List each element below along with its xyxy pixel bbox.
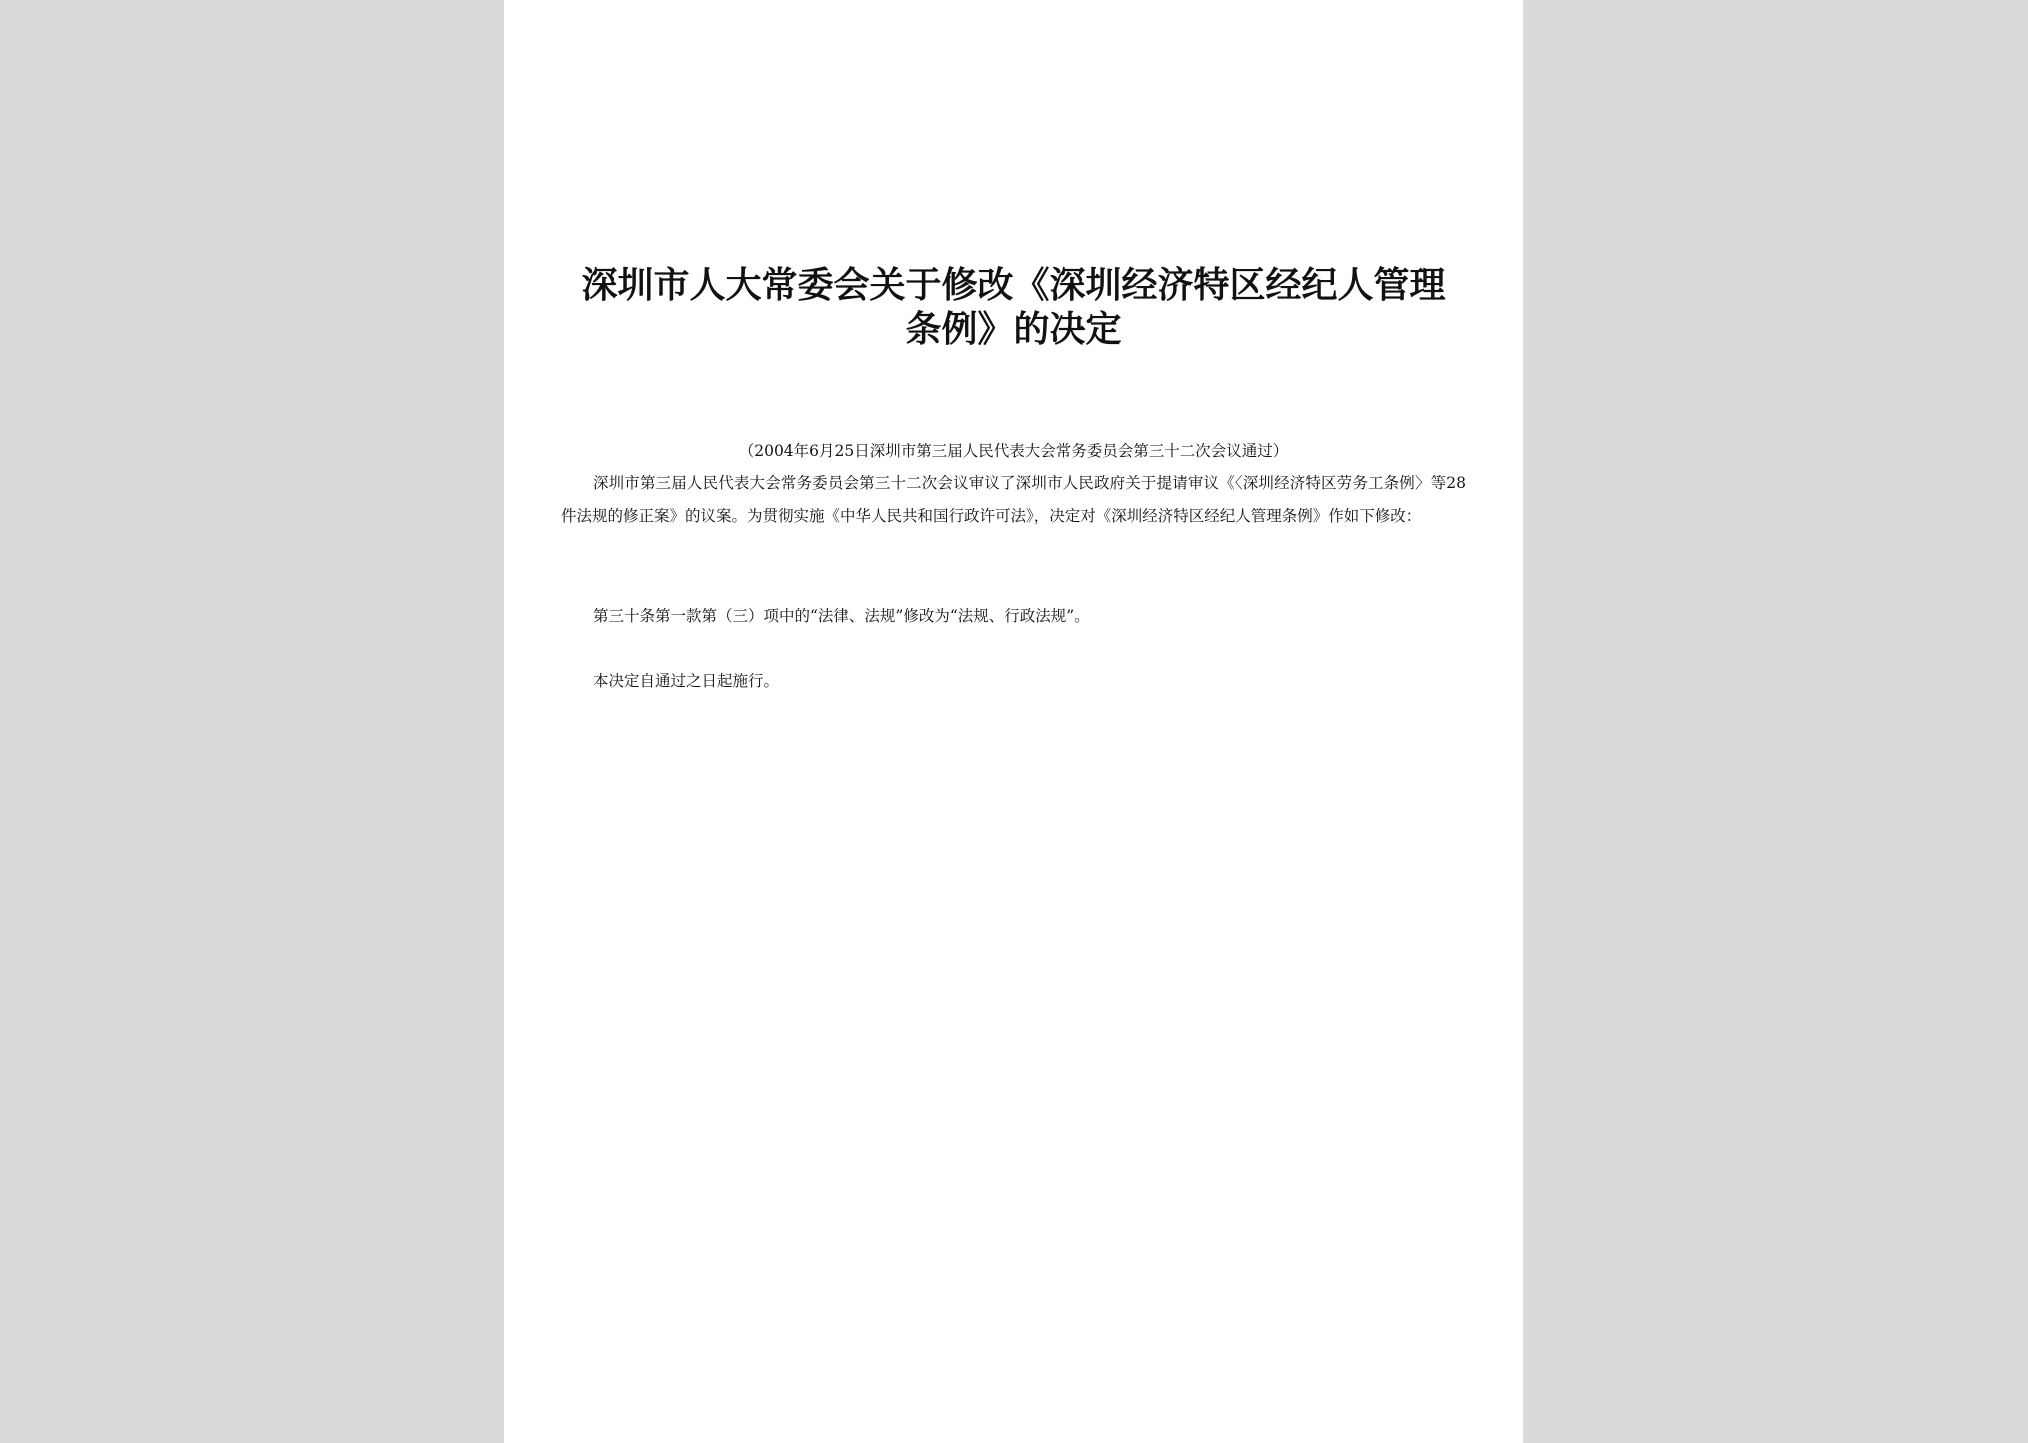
document-subtitle: （2004年6月25日深圳市第三届人民代表大会常务委员会第三十二次会议通过） — [738, 442, 1289, 460]
document-title — [504, 263, 1523, 351]
paragraph-effective: 本决定自通过之日起施行。 — [593, 672, 780, 690]
paragraph-amendment: 第三十条第一款第（三）项中的“法律、法规”修改为“法规、行政法规”。 — [593, 607, 1090, 625]
title-line-1: 深圳市人大常委会关于修改《深圳经济特区经纪人管理 — [581, 264, 1446, 306]
title-line-2: 条例》的决定 — [905, 308, 1122, 350]
document-page — [504, 0, 1523, 1443]
paragraph-preamble: 深圳市第三届人民代表大会常务委员会第三十二次会议审议了深圳市人民政府关于提请审议《〈深圳经济特区劳务工条例〉等28件法规的修正案》的议案。为贯彻实施《中华人民共和国行政许可法》，决定对《深圳经济特区经纪人管理条例》作如下修改： — [561, 474, 1466, 525]
